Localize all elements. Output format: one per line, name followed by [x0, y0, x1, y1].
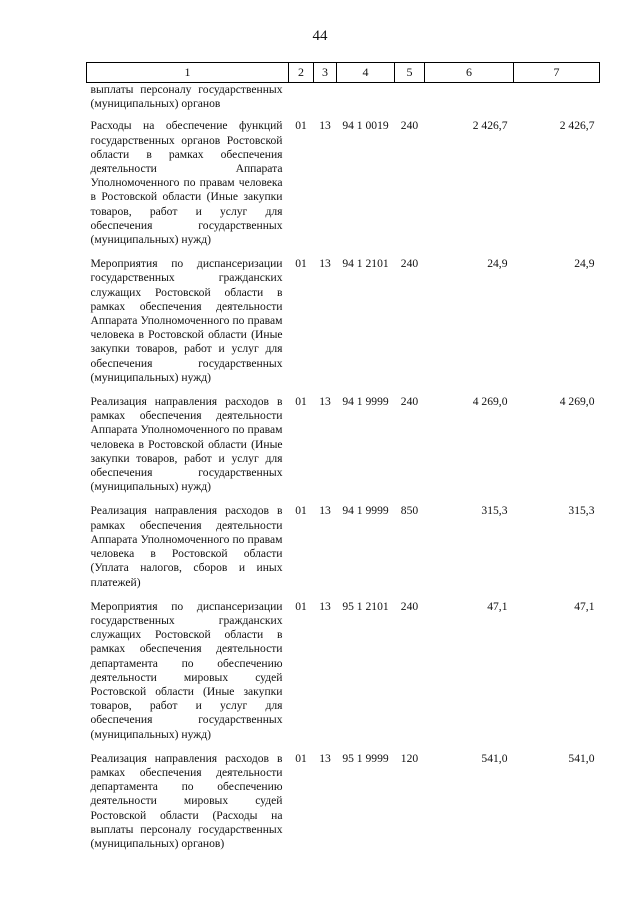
table-row: [87, 504, 600, 599]
row-target-code: 94 1 9999: [342, 395, 389, 409]
table-header-row: [87, 63, 600, 83]
row-target-code: 95 1 2101: [342, 599, 389, 613]
row-description: Реализация направления расходов в рамках обеспечения деятельности департамента по обеспечению деятельности мировых судей Ростовской области (Расходы на выплаты персоналу государственных (муниципальных) органов): [90, 751, 283, 850]
row-expense-type: 240: [400, 119, 419, 133]
row-amount-2: [514, 83, 600, 120]
row-description: Расходы на обеспечение функций государственных органов Ростовской области в рамках обеспечения деятельности Аппарата Уполномоченного по правам человека в Ростовской области (Иные закупки товаров, работ и услуг для обеспечения государственных (муниципальных) нужд): [90, 119, 283, 247]
table-row: [87, 83, 600, 120]
row-subsection: 13: [319, 257, 331, 271]
row-subsection: [314, 83, 337, 120]
row-amount-1: [425, 83, 514, 120]
row-description: Реализация направления расходов в рамках обеспечения деятельности Аппарата Уполномоченного по правам человека в Ростовской области (Иные закупки товаров, работ и услуг для обеспечения государственных (муниципальных) нужд): [90, 395, 283, 494]
row-subsection: 13: [319, 395, 331, 409]
row-amount-2: 24,9: [574, 257, 595, 271]
row-section: 01: [295, 119, 307, 133]
row-amount-2: 2 426,7: [559, 119, 595, 133]
row-description: Реализация направления расходов в рамках обеспечения деятельности Аппарата Уполномоченного по правам человека в Ростовской области (Уплата налогов, сборов и иных платежей): [90, 504, 283, 589]
row-expense-type: 240: [400, 599, 419, 613]
table-row: [87, 395, 600, 504]
row-amount-1: 2 426,7: [472, 119, 508, 133]
row-section: [289, 83, 314, 120]
header-col-5: 5: [395, 63, 425, 83]
row-target-code: [337, 83, 395, 120]
header-col-4: 4: [337, 63, 395, 83]
row-section: 01: [295, 751, 307, 765]
row-amount-1: 315,3: [481, 504, 508, 518]
row-subsection: 13: [319, 119, 331, 133]
row-expense-type: 850: [400, 504, 419, 518]
header-col-3: 3: [314, 63, 337, 83]
row-amount-2: 541,0: [568, 751, 595, 765]
row-target-code: 95 1 9999: [342, 751, 389, 765]
page-number: 44: [312, 28, 328, 44]
row-target-code: 94 1 0019: [342, 119, 389, 133]
header-col-6: 6: [425, 63, 514, 83]
table-row: [87, 119, 600, 257]
row-subsection: 13: [319, 751, 331, 765]
row-amount-2: 315,3: [568, 504, 595, 518]
row-section: 01: [295, 395, 307, 409]
row-amount-2: 47,1: [574, 599, 595, 613]
row-description: Мероприятия по диспансеризации государственных гражданских служащих Ростовской области в рамках обеспечения деятельности Аппарата Уполномоченного по правам человека в Ростовской области (Иные закупки товаров, работ и услуг для обеспечения государственных (муниципальных) нужд): [90, 257, 283, 384]
row-amount-1: 47,1: [487, 599, 508, 613]
row-expense-type: [395, 83, 425, 120]
header-col-1: 1: [87, 63, 289, 83]
row-description: Мероприятия по диспансеризации государственных гражданских служащих Ростовской области в рамках обеспечения деятельности департамента по обеспечению деятельности мировых судей Ростовской области (Иные закупки товаров, работ и услуг для обеспечения государственных (муниципальных) нужд): [90, 599, 283, 741]
table-row: [87, 257, 600, 395]
header-col-7: 7: [514, 63, 600, 83]
row-amount-1: 24,9: [487, 257, 508, 271]
header-col-2: 2: [289, 63, 314, 83]
row-section: 01: [295, 504, 307, 518]
row-target-code: 94 1 9999: [342, 504, 389, 518]
row-target-code: 94 1 2101: [342, 257, 389, 271]
table-row: [87, 600, 600, 752]
row-amount-2: 4 269,0: [559, 395, 595, 409]
row-expense-type: 120: [400, 751, 419, 765]
row-subsection: 13: [319, 504, 331, 518]
row-description: выплаты персоналу государственных (муниципальных) органов: [90, 83, 283, 111]
row-amount-1: 541,0: [481, 751, 508, 765]
row-section: 01: [295, 257, 307, 271]
row-subsection: 13: [319, 599, 331, 613]
row-section: 01: [295, 599, 307, 613]
table-row: [87, 752, 600, 861]
row-amount-1: 4 269,0: [472, 395, 508, 409]
row-expense-type: 240: [400, 395, 419, 409]
row-expense-type: 240: [400, 257, 419, 271]
budget-table: [86, 62, 600, 861]
